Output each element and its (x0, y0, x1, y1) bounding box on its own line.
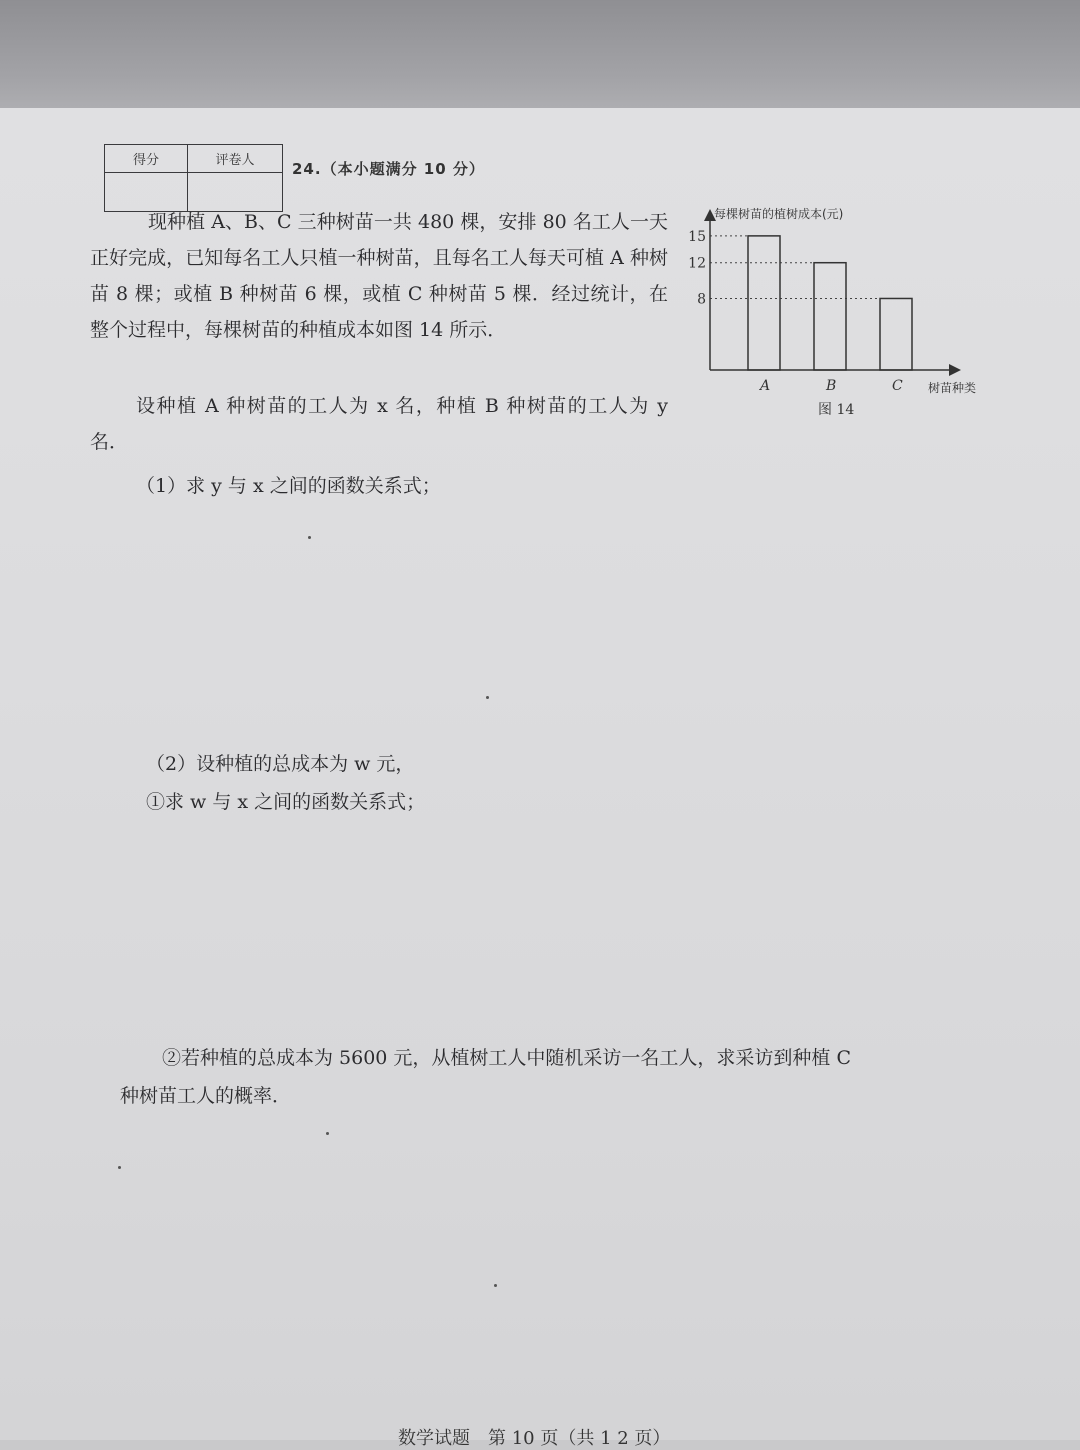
question-header: 24.（本小题满分 10 分） (292, 160, 485, 178)
bar-chart (660, 198, 1020, 428)
category-label-A: A (760, 378, 771, 394)
paper-speck (118, 1166, 121, 1169)
part-2-sub-2-line-1: ②若种植的总成本为 5600 元，从植树工人中随机采访一名工人，求采访到种植 C (162, 1047, 852, 1069)
paper-speck (308, 536, 311, 539)
y-axis-label: 每棵树苗的植树成本(元) (714, 207, 844, 221)
bar-C (880, 298, 912, 370)
y-tick-label: 12 (688, 255, 706, 272)
bar-chart-figure (660, 198, 1020, 428)
part-2-question: （2）设种植的总成本为 w 元， (146, 753, 415, 775)
category-label-B: B (826, 378, 837, 394)
paper-speck (326, 1132, 329, 1135)
problem-paragraph-1: 现种植 A、B、C 三种树苗一共 480 棵，安排 80 名工人一天正好完成，已知每名工人只植一种树苗，且每名工人每天可植 A 种树苗 8 棵；或植 B 种树苗 6 棵，或植 C 种树苗 5 棵．经过统计，在整个过程中，每棵树苗的种植成本如图 14 所示． (90, 211, 668, 341)
y-tick-label: 8 (697, 291, 706, 308)
paper-speck (486, 696, 489, 699)
grader-header: 评卷人 (188, 145, 283, 173)
score-table (104, 144, 283, 212)
part-1-question: （1）求 y 与 x 之间的函数关系式； (136, 475, 441, 497)
score-header: 得分 (105, 145, 188, 173)
bar-B (814, 263, 846, 370)
problem-paragraph-2: 设种植 A 种树苗的工人为 x 名，种植 B 种树苗的工人为 y 名． (90, 395, 668, 453)
page-footer: 数学试题 第 10 页（共 1 2 页） (398, 1428, 671, 1449)
part-2-sub-1: ①求 w 与 x 之间的函数关系式； (146, 791, 426, 813)
paper-speck (494, 1284, 497, 1287)
x-axis-label: 树苗种类 (928, 381, 977, 395)
y-tick-label: 15 (688, 228, 706, 245)
category-label-C: C (892, 378, 903, 394)
bar-A (748, 236, 780, 370)
part-2-sub-2-line-2: 种树苗工人的概率． (120, 1085, 292, 1107)
figure-caption: 图 14 (818, 402, 855, 418)
exam-paper (0, 108, 1080, 1449)
